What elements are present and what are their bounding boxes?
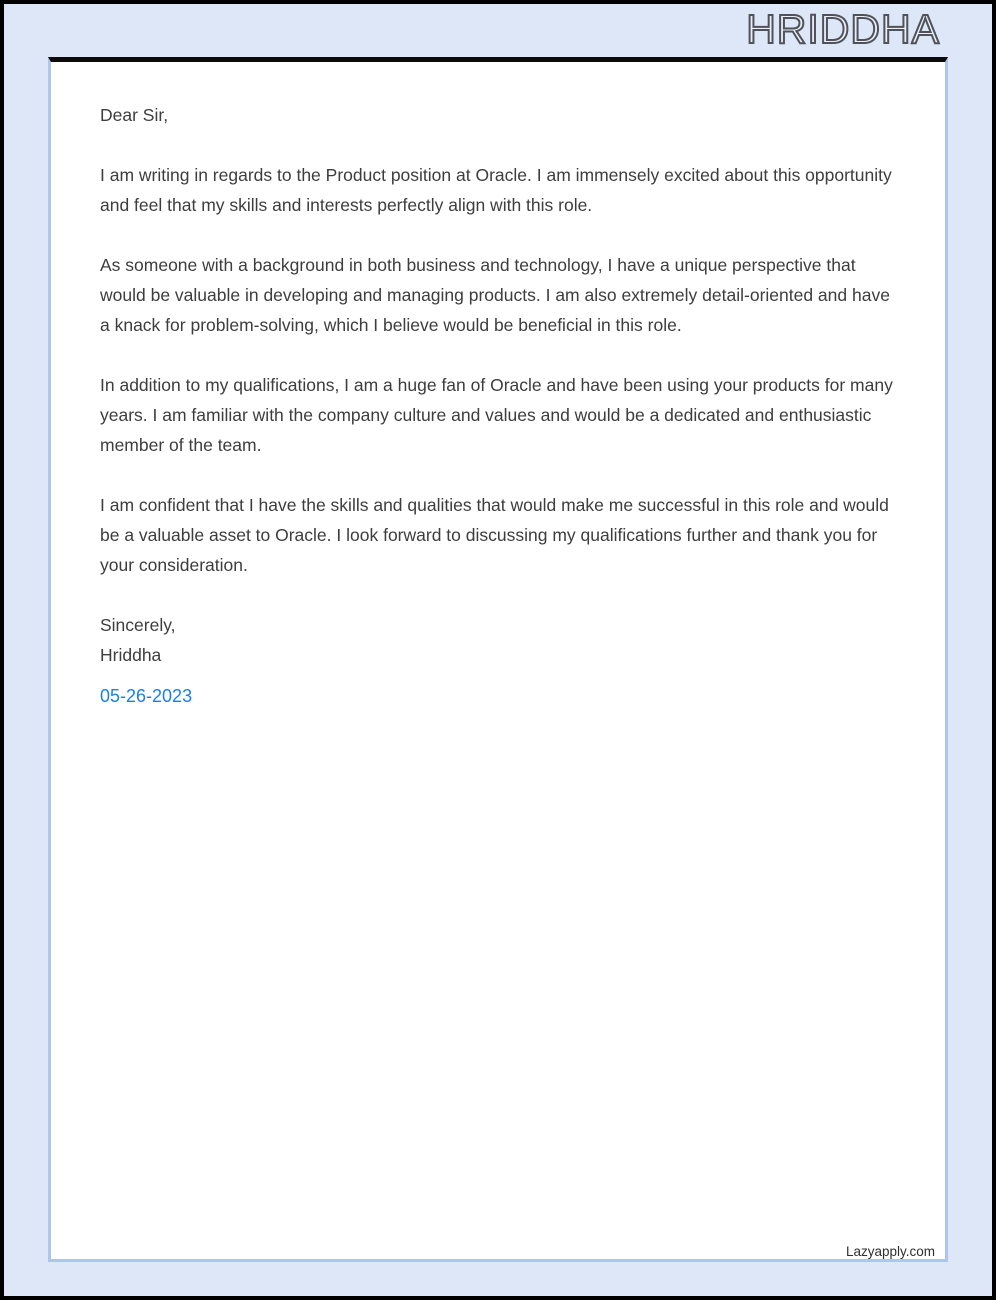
letter-paragraph: As someone with a background in both business and technology, I have a unique perspective that would be valuable in developing and managing products. I am also extremely detail-oriented and have a knack for problem-solving, which I believe would be beneficial in this role. (100, 255, 890, 335)
letter-paragraph: I am writing in regards to the Product position at Oracle. I am immensely excited about this opportunity and feel that my skills and interests perfectly align with this role. (100, 165, 892, 215)
watermark-text: Lazyapply.com (845, 1244, 935, 1259)
letter-closing: Sincerely, (100, 615, 176, 635)
brand-logo: HRIDDHA (746, 6, 940, 52)
letter-salutation: Dear Sir, (100, 105, 169, 125)
letter-paragraph: I am confident that I have the skills and qualities that would make me successful in this role and would be a valuable asset to Oracle. I look forward to discussing my qualifications further and thank you for your consideration. (100, 495, 889, 575)
letter-body (51, 62, 945, 711)
letter-signature: Hriddha (100, 645, 162, 665)
cover-letter-document (48, 57, 948, 1262)
letter-paragraph: In addition to my qualifications, I am a huge fan of Oracle and have been using your products for many years. I am familiar with the company culture and values and would be a dedicated and enthusiastic member of the team. (100, 375, 893, 455)
letter-closing-block (100, 610, 895, 670)
letter-date: 05-26-2023 (100, 686, 193, 706)
